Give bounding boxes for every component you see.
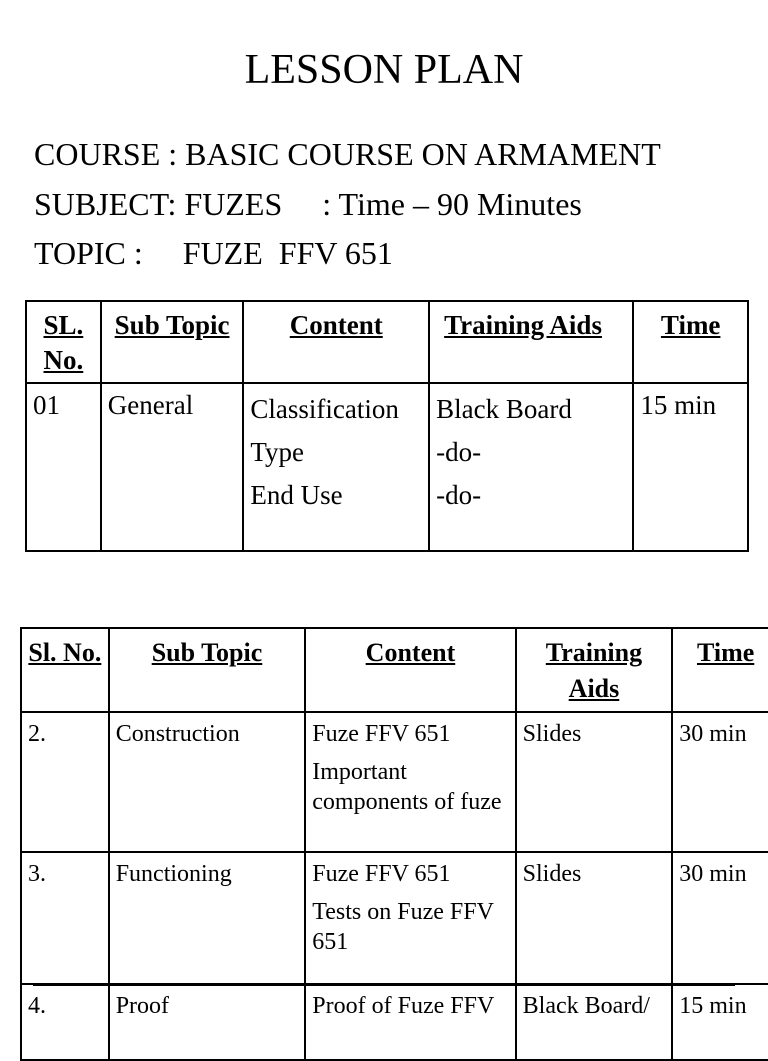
lesson-table-general [25,300,749,552]
cell-sub-topic: Construction [109,712,306,852]
cell-training-aids: Slides [516,852,673,984]
cell-sub-topic: General [101,383,244,551]
header-sub-topic: Sub Topic [101,301,244,383]
cell-sl-no: 2. [21,712,109,852]
header-sub-topic: Sub Topic [109,628,306,712]
topic-line: TOPIC : FUZE FFV 651 [34,235,393,271]
header-training-aids: Training Aids [429,301,633,383]
cell-content [243,383,429,551]
header-sl-no: SL. No. [26,301,101,383]
header-content: Content [243,301,429,383]
header-content: Content [305,628,515,712]
cell-content [305,984,515,1060]
table-row [21,852,768,984]
lesson-table-detail [20,627,768,1061]
cell-sl-no: 01 [26,383,101,551]
lesson-table-detail-wrapper [20,627,768,1061]
cell-sub-topic: Functioning [109,852,306,984]
course-line: COURSE : BASIC COURSE ON ARMAMENT [34,136,661,172]
header-time: Time [672,628,768,712]
header-time: Time [633,301,748,383]
header-training-aids: Training Aids [516,628,673,712]
content-item: Important components of fuze [312,759,502,815]
content-item: Type [250,437,304,467]
table-header-row [21,628,768,712]
cell-sub-topic: Proof [109,984,306,1060]
content-item: Fuze FFV 651 [312,861,451,887]
header-sl-no: Sl. No. [21,628,109,712]
table-row [21,712,768,852]
aid-item: -do- [436,480,482,510]
cell-training-aids: Black Board/ [516,984,673,1060]
aid-item: Black Board [436,394,572,424]
content-item: Fuze FFV 651 [312,721,451,747]
table-row [26,383,748,551]
cell-time: 15 min [633,383,748,551]
cell-training-aids: Slides [516,712,673,852]
cell-training-aids [429,383,633,551]
row-divider [33,985,735,986]
table-row [21,984,768,1060]
content-item: Classification [250,394,399,424]
cell-time: 30 min [672,712,768,852]
cell-content [305,852,515,984]
content-item: Tests on Fuze FFV 651 [312,899,494,955]
cell-time: 30 min [672,852,768,984]
content-item: Proof of Fuze FFV [312,993,495,1019]
cell-sl-no: 4. [21,984,109,1060]
cell-content [305,712,515,852]
content-item: End Use [250,480,343,510]
page-title: LESSON PLAN [244,47,524,93]
cell-sl-no: 3. [21,852,109,984]
aid-item: -do- [436,437,482,467]
cell-time: 15 min [672,984,768,1060]
table-header-row [26,301,748,383]
subject-line: SUBJECT: FUZES : Time – 90 Minutes [34,186,582,222]
